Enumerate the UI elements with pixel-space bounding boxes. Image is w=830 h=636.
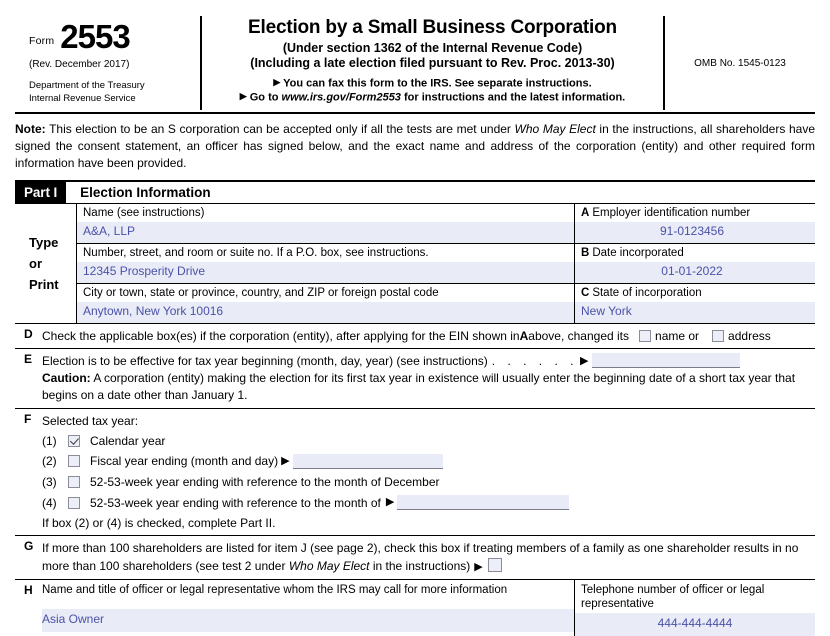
fiscal-year-ending-input[interactable] [293,454,443,469]
entity-street-row [77,243,815,283]
row-d-name-checkbox-group[interactable] [639,327,699,345]
goto-prefix: Go to [249,91,282,103]
ein-cell [575,204,815,243]
tax-year-option-1-number: (1) [42,433,57,448]
date-incorporated-cell [575,244,815,283]
officer-phone-value[interactable]: 444-444-4444 [575,613,815,636]
row-e-leader-dots: . . . . . . [491,353,578,368]
type-or-print-line-3: Print [29,277,59,293]
arrow-icon: ▶ [385,496,395,509]
row-h-letter: H [24,582,33,597]
tax-year-option-2-checkbox-wrap[interactable] [68,451,90,472]
entity-city-label: City or town, state or province, country, and ZIP or foreign postal code [83,286,439,299]
row-e-letter: E [24,351,33,366]
part-2-instruction: If box (2) or (4) is checked, complete Part II. [42,516,276,531]
caution-text: A corporation (entity) making the election for its first tax year in existence will usually enter the beginning date of a short tax year that begins on a date other than January 1. [42,370,796,403]
ein-letter: A [581,207,590,220]
part-1-fields [77,204,815,323]
row-d-text-1: Check the applicable box(es) if the corporation (entity), after applying for the EIN shown in [42,328,520,343]
department-line-2: Internal Revenue Service [29,92,136,104]
week-year-other-month-checkbox[interactable] [68,497,80,509]
arrow-icon: ▶ [273,77,281,87]
state-of-incorporation-cell [575,284,815,323]
note-label: Note: [15,122,46,136]
tax-year-option-4-number: (4) [42,495,57,510]
form-identifier [29,18,200,55]
row-g-body [42,539,815,576]
row-f-body [42,412,815,533]
tax-year-option-4-checkbox-wrap[interactable] [68,493,90,514]
arrow-icon: ▶ [239,90,247,101]
row-d-bold-a: A [519,328,529,343]
tax-year-option-2-number: (2) [42,454,57,469]
tax-year-option-1-label: Calendar year [90,433,166,448]
changed-name-checkbox[interactable] [639,330,651,342]
row-f-letter: F [24,411,32,426]
page-title: Election by a Small Business Corporation [248,17,617,38]
form-header [15,0,815,110]
row-d [15,324,815,349]
row-e-effective-date-line [42,352,815,370]
state-of-incorporation-letter: C [581,286,590,299]
row-d-letter: D [24,326,33,341]
row-g [15,536,815,580]
week-year-month-input[interactable] [397,495,569,510]
tax-year-option-1[interactable] [42,431,815,452]
title-subtitle-1: (Under section 1362 of the Internal Revenue Code) [282,41,583,55]
irs-form-url[interactable]: www.irs.gov/Form2553 [281,91,401,103]
row-g-text-2: in the instructions) [369,559,471,574]
row-e-caution [42,370,815,405]
entity-city-value[interactable]: Anytown, New York 10016 [77,302,574,323]
effective-date-input[interactable] [592,353,740,368]
officer-name-value[interactable]: Asia Owner [42,609,574,632]
arrow-icon: ▶ [474,561,483,574]
caution-label: Caution: [42,370,91,385]
row-g-italic-phrase: Who May Elect [288,559,370,574]
part-1-title: Election Information [80,185,211,201]
entity-city-cell [77,284,575,323]
row-g-letter: G [24,539,34,554]
officer-name-cell [42,580,575,636]
goto-suffix: for instructions and the latest information. [400,91,626,103]
selected-tax-year-heading: Selected tax year: [42,413,139,428]
part-1-header-bar [15,180,815,204]
officer-name-label: Name and title of officer or legal representative whom the IRS may call for more information [42,583,508,596]
form-word-label: Form [29,35,55,48]
tax-year-option-3[interactable] [42,472,815,493]
issuing-department [29,80,200,106]
officer-phone-label: Telephone number of officer or legal representative [581,583,765,610]
header-title-block [202,16,663,110]
date-incorporated-letter: B [581,247,590,260]
row-g-text-1: If more than 100 shareholders are listed for item J (see page 2), check this box if treating members of a family as one shareholder results in no more than 100 shareholders (see test 2 under [42,541,799,574]
tax-year-option-3-checkbox-wrap[interactable] [68,472,90,493]
state-of-incorporation-value[interactable]: New York [575,302,815,323]
date-incorporated-label [575,244,815,262]
row-d-body [42,327,815,345]
arrow-icon: ▶ [579,354,589,367]
header-left-block [15,16,200,110]
note-paragraph [15,114,815,180]
arrow-icon: ▶ [281,455,290,468]
department-line-1: Department of the Treasury [29,80,145,92]
officer-phone-cell [575,580,815,636]
row-d-address-checkbox-group[interactable] [712,327,771,345]
row-e-text: Election is to be effective for tax year beginning (month, day, year) (see instructions) [42,353,488,368]
changed-address-checkbox[interactable] [712,330,724,342]
entity-name-label: Name (see instructions) [83,207,205,220]
row-f [15,409,815,537]
ein-label [575,204,815,222]
date-incorporated-label-text: Date incorporated [592,247,684,260]
week-year-december-checkbox[interactable] [68,476,80,488]
tax-year-option-1-checkbox-wrap[interactable] [68,431,90,452]
form-number: 2553 [60,18,130,55]
tax-year-option-2[interactable] [42,451,815,472]
entity-name-value[interactable]: A&A, LLP [77,222,574,243]
calendar-year-checkbox[interactable] [68,435,80,447]
note-text-part-1: This election to be an S corporation can be accepted only if all the tests are met under [45,122,515,136]
tax-year-option-2-label: Fiscal year ending (month and day) [90,454,279,469]
tax-year-option-4-label: 52-53-week year ending with reference to the month of [90,495,381,510]
changed-name-label: name or [655,328,700,343]
officer-name-spacer [42,599,574,609]
ein-label-text: Employer identification number [592,207,751,220]
entity-city-row [77,283,815,323]
entity-name-cell [77,204,575,243]
type-or-print-line-1: Type [29,234,59,250]
fiscal-year-checkbox[interactable] [68,455,80,467]
row-d-text-2: above, changed its [528,328,630,343]
row-e [15,349,815,409]
note-italic-phrase: Who May Elect [514,122,596,136]
state-of-incorporation-label [575,284,815,302]
tax-year-option-3-number: (3) [42,474,57,489]
omb-number: OMB No. 1545-0123 [694,57,786,69]
form-revision-date: (Rev. December 2017) [29,59,130,71]
row-e-body [42,352,815,405]
goto-instruction-line [206,91,659,104]
ein-value[interactable]: 91-0123456 [575,222,815,243]
title-subtitle-2: (Including a late election filed pursuant to Rev. Proc. 2013-30) [250,56,615,70]
tax-year-option-4[interactable] [42,493,815,514]
row-h [15,580,815,636]
note-text-part-2: in the instructions, all shareholders have signed the consent statement, an officer has signed below, and the exact name and address of the corporation (entity) and other required form information have been provided. [15,122,815,171]
changed-address-label: address [728,328,771,343]
entity-street-label: Number, street, and room or suite no. If a P.O. box, see instructions. [83,247,429,260]
type-or-print-line-2: or [29,255,42,271]
entity-name-row [77,204,815,243]
state-of-incorporation-label-text: State of incorporation [592,286,702,299]
type-or-print-label [15,204,77,323]
fax-instruction-text: You can fax this form to the IRS. See separate instructions. [283,77,592,90]
part-1-entity-grid [15,204,815,324]
family-shareholder-checkbox[interactable] [488,558,502,572]
date-incorporated-value[interactable]: 01-01-2022 [575,262,815,283]
omb-block [665,16,815,110]
part-1-tag: Part I [15,182,66,203]
entity-street-value[interactable]: 12345 Prosperity Drive [77,262,574,283]
tax-year-option-3-label: 52-53-week year ending with reference to the month of December [90,474,440,489]
fax-instruction-line [206,77,659,90]
entity-street-cell [77,244,575,283]
